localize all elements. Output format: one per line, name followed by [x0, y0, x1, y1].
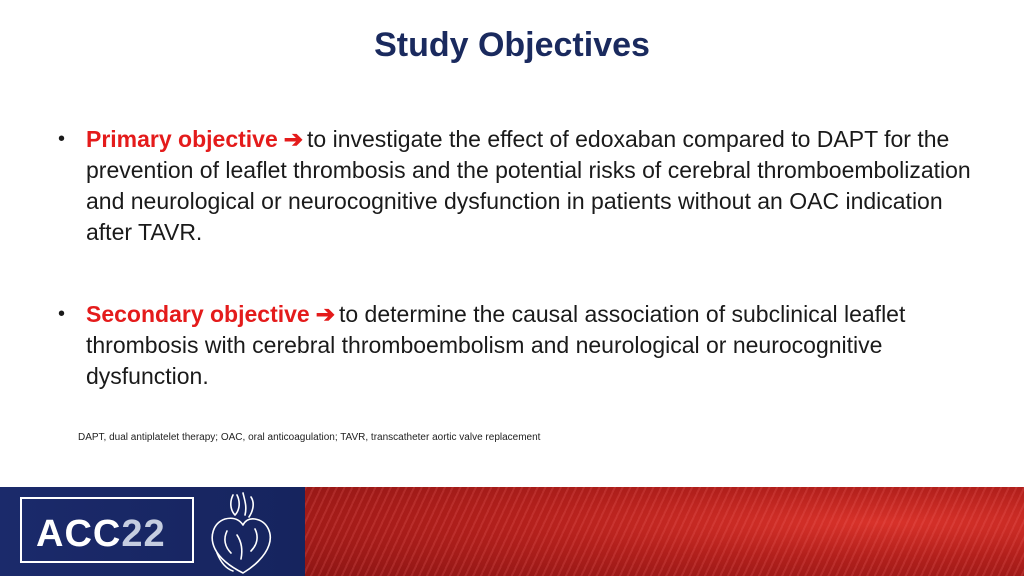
right-arrow-icon: ➔ — [315, 301, 335, 327]
primary-objective-text: to investigate the effect of edoxaban compared to DAPT for the prevention of leaflet thrombosis and the potential risks of cerebral thromboembolization and neurological or neurocognitive dysfunction in patients without an OAC indication after TAVR. — [86, 126, 971, 245]
primary-objective-item — [58, 124, 978, 248]
right-arrow-icon: ➔ — [283, 126, 304, 152]
footer-red-texture — [305, 487, 1024, 576]
bullet-dot-icon: • — [58, 303, 66, 325]
logo-prefix: ACC — [36, 513, 122, 555]
acc22-logo — [20, 497, 194, 563]
abbreviations-footnote: DAPT, dual antiplatelet therapy; OAC, oral anticoagulation; TAVR, transcatheter aortic valve replacement — [78, 432, 541, 443]
secondary-objective-item — [58, 299, 978, 392]
logo-year: 22 — [121, 513, 166, 555]
secondary-objective-label: Secondary objective — [86, 301, 310, 327]
footer-banner — [0, 487, 1024, 576]
secondary-objective-text: to determine the causal association of subclinical leaflet thrombosis with cerebral thromboembolism and neurological or neurocognitive dysfunction. — [86, 301, 906, 389]
primary-objective-label: Primary objective — [86, 126, 278, 152]
bullet-dot-icon: • — [58, 128, 66, 150]
heart-line-art-icon — [203, 489, 279, 575]
slide-title: Study Objectives — [374, 26, 650, 64]
